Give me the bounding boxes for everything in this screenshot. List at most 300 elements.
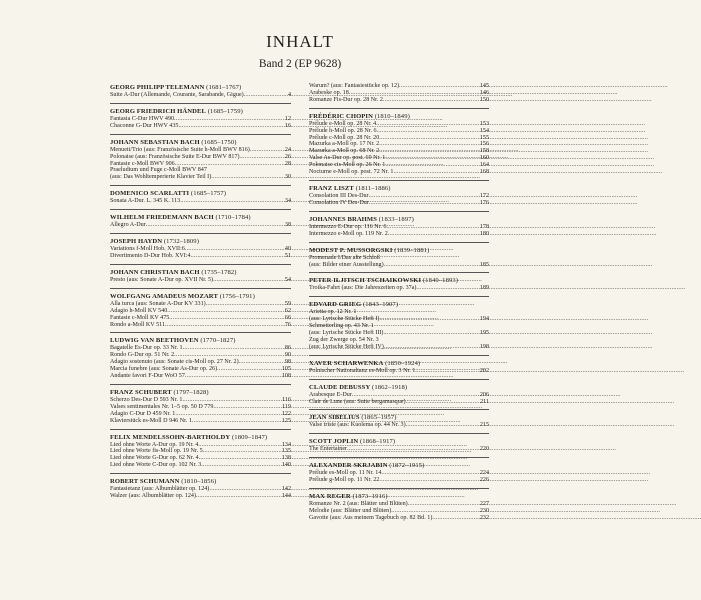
composer-heading [110, 385, 291, 397]
toc-entry[interactable] [110, 308, 291, 315]
composer-section [110, 209, 291, 233]
dot-leader [379, 316, 478, 323]
entry-title: (aus: Bilder einer Ausstellung) [309, 261, 384, 268]
toc-entry[interactable] [309, 83, 489, 90]
entry-page-number: 230 [479, 508, 489, 514]
toc-entry[interactable] [309, 97, 489, 104]
toc-entry[interactable] [110, 161, 291, 168]
entry-title: Promenade I/Das alte Schloß [309, 254, 380, 261]
entry-page-number: 144 [281, 493, 291, 500]
entry-title: Fantasie c-Moll KV 475 [110, 314, 170, 321]
dot-leader [352, 392, 479, 399]
dot-leader [192, 418, 281, 425]
dot-leader [391, 508, 479, 515]
entry-title: Arabeske op. 18 [309, 89, 349, 96]
toc-entry[interactable] [110, 116, 291, 123]
composer-heading [110, 474, 291, 486]
entry-title: Lied ohne Worte C-Dur op. 102 Nr. 3 [110, 462, 202, 469]
entry-title: (aus: Lyrische Stücke Heft IV) [309, 343, 384, 350]
composer-name: MODEST P. MUSSORGSKI [309, 246, 393, 254]
dot-leader [432, 515, 479, 522]
toc-entry[interactable] [309, 285, 489, 292]
dot-leader [165, 322, 284, 329]
composer-heading [110, 210, 291, 222]
composer-section [309, 180, 489, 211]
composer-section [309, 296, 489, 354]
composer-years: (1797–1828) [171, 388, 209, 396]
right-column [309, 80, 489, 526]
entry-page-number: 38 [284, 222, 291, 229]
composer-years: (1811–1886) [353, 184, 391, 192]
entry-title: Praeludium und Fuge c-Moll BWV 847 [110, 167, 207, 174]
entry-title: Adagio C-Dur D 459 Nr. 1 [110, 410, 176, 417]
dot-leader [385, 155, 479, 162]
toc-entry[interactable] [309, 262, 489, 269]
toc-entry[interactable] [309, 224, 489, 231]
composer-name: MAX REGER [309, 493, 351, 501]
entry-title: Prélude g-Moll op. 11 Nr. 22 [309, 477, 380, 484]
dot-leader [146, 222, 284, 229]
toc-entry[interactable] [110, 301, 291, 308]
composer-years: (1868–1917) [358, 438, 396, 446]
dot-leader [191, 253, 284, 260]
composer-years: (1710–1784) [213, 214, 251, 222]
toc-entry[interactable] [309, 162, 489, 169]
toc-entry[interactable] [309, 155, 489, 162]
composer-section [309, 80, 489, 108]
composer-years: (1850–1924) [383, 359, 421, 367]
composer-section [110, 429, 291, 474]
dot-leader [384, 344, 479, 351]
entry-title: Suite A-Dur (Allemande, Courante, Sarabande, Gigue) [110, 92, 244, 98]
dot-leader [240, 154, 284, 161]
composer-heading [110, 80, 291, 92]
entry-page-number: 54 [284, 276, 291, 283]
entry-title: Nocturne e-Moll op. post. 72 Nr. 1 [309, 169, 394, 176]
toc-entry[interactable] [110, 455, 291, 462]
composer-years: (1810–1849) [372, 112, 410, 120]
entry-page-number: 153 [479, 120, 489, 127]
entry-title: Intermezzo e-Moll op. 119 Nr. 2 [309, 230, 388, 237]
entry-page-number: 16 [284, 122, 291, 129]
toc-entry[interactable] [110, 418, 291, 425]
entry-page-number: 86 [284, 345, 291, 352]
page-title: INHALT [266, 32, 334, 51]
entry-title: Divertimento D-Dur Hob. XVI:4 [110, 252, 191, 259]
toc-entry[interactable] [309, 141, 489, 148]
toc-entry[interactable] [110, 174, 291, 181]
dot-leader [183, 345, 284, 352]
composer-name: PETER ILJITSCH TSCHAIKOWSKI [309, 277, 422, 285]
entry-page-number: 154 [479, 127, 489, 134]
entry-page-number: 155 [479, 134, 489, 141]
toc-entry[interactable] [309, 368, 489, 375]
dot-leader [175, 411, 281, 418]
dot-leader [393, 169, 478, 176]
composer-heading [110, 186, 291, 198]
composer-section [309, 108, 489, 180]
composer-section [110, 332, 291, 384]
composer-heading [309, 273, 489, 285]
entry-title: Adagio sostenuto (aus: Sonate cis-Moll op. 27 Nr. 2) [110, 359, 239, 366]
toc-entry[interactable] [309, 135, 489, 142]
entry-page-number: 158 [479, 148, 489, 155]
entry-page-number: 4 [287, 92, 291, 98]
entry-page-number: 226 [479, 477, 489, 484]
entry-title: (aus: Lyrische Stücke Heft III) [309, 330, 384, 337]
composer-years: (1685–1759) [206, 107, 243, 115]
entry-title: Prélude h-Moll op. 28 Nr. 6 [309, 127, 377, 134]
composer-years: (1681–1767) [204, 84, 242, 91]
composer-years: (1839–1881) [392, 246, 430, 254]
composer-heading [309, 458, 489, 470]
dot-leader [169, 315, 284, 322]
composer-section [309, 488, 489, 526]
composer-heading [110, 135, 291, 147]
toc-entry[interactable] [309, 501, 489, 508]
composer-heading [309, 243, 489, 255]
composer-name: JOHANN CHRISTIAN BACH [110, 268, 200, 276]
entry-title: Prélude es-Moll op. 11 Nr. 14 [309, 470, 382, 477]
entry-title: Rondo G-Dur op. 51 Nr. 2 [110, 352, 175, 359]
toc-entry[interactable] [309, 316, 489, 323]
entry-page-number: 59 [284, 300, 291, 307]
entry-page-number: 145 [479, 83, 489, 89]
composer-section [110, 384, 291, 429]
dot-leader [379, 148, 479, 155]
toc-entry[interactable] [110, 315, 291, 322]
composer-section [309, 433, 489, 457]
entry-page-number: 227 [479, 501, 489, 508]
toc-entry[interactable] [309, 344, 489, 351]
toc-entry[interactable] [110, 404, 291, 411]
entry-page-number: 211 [480, 398, 489, 405]
toc-entry[interactable] [110, 92, 291, 99]
toc-entry[interactable] [110, 493, 291, 500]
entry-page-number: 180 [479, 230, 489, 237]
entry-page-number: 142 [281, 486, 291, 493]
composer-years: (1735–1782) [199, 268, 237, 276]
dot-leader [198, 442, 281, 449]
toc-entry[interactable] [110, 411, 291, 418]
composer-section [309, 409, 489, 433]
toc-entry[interactable] [309, 422, 489, 429]
dot-leader [381, 470, 478, 477]
composer-years: (1843–1907) [361, 301, 399, 309]
entry-page-number: 198 [479, 343, 489, 350]
dot-leader [388, 231, 479, 238]
entry-title: (aus: Das Wohltemperierte Klavier Teil I) [110, 174, 212, 181]
entry-page-number: 122 [281, 410, 291, 417]
toc-entry[interactable] [110, 147, 291, 154]
dot-leader [406, 422, 479, 429]
composer-name: FRÉDÉRIC CHOPIN [309, 112, 373, 120]
entry-page-number: 176 [479, 199, 489, 206]
toc-entry[interactable] [309, 169, 489, 176]
entry-title: Walzer (aus: Albumblätter op. 124) [110, 493, 196, 500]
entry-page-number: 62 [284, 307, 291, 314]
entry-page-number: 215 [479, 422, 489, 429]
dot-leader [167, 308, 284, 315]
entry-page-number: 105 [281, 366, 291, 373]
entry-title: Arabesque E-Dur [309, 391, 352, 398]
toc-entry[interactable] [309, 392, 489, 399]
toc-entry[interactable] [309, 446, 489, 453]
composer-name: JOHANN SEBASTIAN BACH [110, 138, 200, 146]
dot-leader [211, 174, 284, 181]
entry-page-number: 150 [479, 96, 489, 103]
entry-title: Lied ohne Worte G-Dur op. 62 Nr. 4 [110, 455, 199, 462]
entry-title: Lied ohne Worte A-Dur op. 19 Nr. 4 [110, 441, 199, 448]
toc-entry[interactable] [309, 399, 489, 406]
entry-page-number: 108 [281, 373, 291, 380]
entry-title: Polonaise cis-Moll op. 26 Nr. 1 [309, 162, 386, 169]
entry-page-number: 194 [479, 316, 489, 323]
dot-leader [217, 366, 281, 373]
dot-leader [369, 200, 479, 207]
composer-name: WOLFGANG AMADEUS MOZART [110, 292, 218, 300]
composer-heading [309, 212, 489, 224]
entry-title: Marcia funebre (aus: Sonate As-Dur op. 26) [110, 366, 218, 373]
toc-entry[interactable] [110, 373, 291, 380]
composer-section [110, 264, 291, 288]
dot-leader [383, 97, 479, 104]
composer-years: (1833–1897) [377, 215, 414, 223]
entry-page-number: 76 [284, 321, 291, 328]
entry-page-number: 34 [284, 198, 291, 205]
composer-section [110, 288, 291, 333]
toc-entry[interactable] [309, 508, 489, 515]
left-column [110, 80, 291, 504]
composer-years: (1685–1750) [199, 138, 237, 146]
page-subtitle: Band 2 (EP 9628) [258, 58, 342, 70]
entry-title: Romanze Nr. 2 (aus: Blätter und Blüten) [309, 501, 408, 508]
dot-leader [174, 116, 284, 123]
dot-leader [175, 161, 284, 168]
toc-entry[interactable] [110, 123, 291, 130]
entry-title: Valses sentimentales Nr. 1–5 op. 50 D 779 [110, 403, 214, 410]
toc-entry[interactable] [110, 222, 291, 229]
composer-section [110, 185, 291, 209]
toc-entry[interactable] [110, 154, 291, 161]
toc-entry[interactable] [110, 366, 291, 373]
entry-page-number: 146 [479, 89, 489, 96]
dot-leader [206, 301, 284, 308]
toc-entry[interactable] [309, 477, 489, 484]
entry-page-number: 202 [479, 367, 489, 374]
entry-title: Bagatelle Es-Dur op. 33 Nr. 1 [110, 345, 183, 352]
composer-heading [110, 265, 291, 277]
entry-title: Warum? (aus: Fantasiestücke op. 12) [309, 83, 400, 89]
composer-section [110, 473, 291, 504]
entry-title: Schmetterling op. 43 Nr. 1 [309, 323, 374, 330]
composer-years: (1756–1791) [217, 292, 255, 300]
composer-name: WILHELM FRIEDEMANN BACH [110, 214, 214, 222]
entry-title: Consolation IV Des-Dur [309, 199, 369, 206]
dot-leader [250, 147, 284, 154]
entry-title: Menuett/Trio (aus: Französische Suite h-Moll BWV 816) [110, 146, 250, 153]
entry-title: (aus: Lyrische Stücke Heft I) [309, 316, 380, 323]
composer-name: LUDWIG VAN BEETHOVEN [110, 337, 199, 345]
dot-leader [209, 486, 281, 493]
composer-name: EDVARD GRIEG [309, 301, 362, 309]
toc-entry[interactable] [110, 345, 291, 352]
entry-title: Troika-Fahrt (aus: Die Jahreszeiten op. 37a) [309, 285, 417, 292]
composer-years: (1873–1916) [350, 493, 388, 501]
toc-entry[interactable] [309, 515, 489, 522]
entry-page-number: 178 [479, 223, 489, 230]
entry-page-number: 172 [479, 192, 489, 199]
composer-heading [110, 289, 291, 301]
toc-entry[interactable] [309, 330, 489, 337]
composer-years: (1685–1757) [189, 190, 227, 198]
composer-section [309, 211, 489, 242]
entry-title: Andante favori F-Dur WoO 57 [110, 373, 185, 380]
toc-entry[interactable] [110, 322, 291, 329]
dot-leader [244, 92, 287, 99]
entry-title: Alla turca (aus: Sonate A-Dur KV 331) [110, 300, 206, 307]
dot-leader [347, 446, 479, 453]
entry-page-number: 30 [284, 174, 291, 181]
composer-section [110, 233, 291, 264]
dot-leader [180, 198, 284, 205]
dot-leader [386, 224, 478, 231]
composer-name: SCOTT JOPLIN [309, 438, 359, 446]
toc-entry[interactable] [110, 277, 291, 284]
entry-title: Fantasie c-Moll BWV 906 [110, 160, 175, 167]
dot-leader [399, 83, 479, 90]
dot-leader [213, 404, 281, 411]
entry-page-number: 138 [281, 455, 291, 462]
dot-leader [377, 128, 479, 135]
toc-entry[interactable] [309, 255, 489, 262]
entry-title: Klavierstück es-Moll D 946 Nr. 1 [110, 417, 192, 424]
entry-title: Valse As-Dur op. post. 69 Nr. 1 [309, 155, 386, 162]
entry-title: Prélude c-Moll op. 28 Nr. 20 [309, 134, 380, 141]
composer-heading [309, 410, 489, 422]
composer-name: JOSEPH HAYDN [110, 238, 163, 246]
composer-name: XAVER SCHARWENKA [309, 359, 384, 367]
toc-entry[interactable] [309, 148, 489, 155]
entry-title: Fantasia C-Dur HWV 490 [110, 115, 175, 122]
composer-name: GEORG FRIEDRICH HÄNDEL [110, 107, 206, 115]
composer-name: ROBERT SCHUMANN [110, 478, 180, 486]
entry-page-number: 164 [479, 162, 489, 169]
composer-section [110, 134, 291, 186]
dot-leader [416, 285, 478, 292]
toc-entry[interactable] [110, 397, 291, 404]
entry-page-number: 206 [479, 391, 489, 398]
entry-page-number: 224 [479, 470, 489, 477]
dot-leader [199, 455, 281, 462]
entry-title: Prélude e-Moll op. 28 Nr. 4 [309, 120, 377, 127]
entry-title: Mazurka a-Moll op. 17 Nr. 2 [309, 141, 380, 148]
entry-page-number: 51 [284, 252, 291, 259]
composer-name: ALEXANDER SKRJABIN [309, 462, 388, 470]
entry-title: Clair de Lune (aus: Suite bergamasque) [309, 398, 406, 405]
entry-page-number: 125 [281, 417, 291, 424]
entry-title: Presto (aus: Sonate A-Dur op. XVII Nr. 5) [110, 276, 214, 283]
composer-years: (1862–1918) [370, 383, 408, 391]
composer-name: FRANZ LISZT [309, 184, 354, 192]
toc-entry[interactable] [309, 323, 489, 330]
entry-title: The Entertainer [309, 446, 348, 453]
toc-entry[interactable] [309, 193, 489, 200]
dot-leader [196, 493, 281, 500]
dot-leader [385, 162, 479, 169]
entry-title: Chaconne G-Dur HWV 435 [110, 122, 179, 129]
toc-entry[interactable] [110, 246, 291, 253]
composer-section [309, 242, 489, 273]
dot-leader [383, 330, 478, 337]
entry-title: Gavotte (aus: Aus meinem Tagebuch op. 82 Bd. 1) [309, 514, 433, 521]
toc-entry[interactable] [309, 90, 489, 97]
entry-page-number: 195 [479, 330, 489, 337]
dot-leader [213, 277, 284, 284]
toc-entry[interactable] [110, 448, 291, 455]
composer-years: (1865–1957) [359, 414, 397, 422]
composer-section [309, 272, 489, 296]
composer-name: FRANZ SCHUBERT [110, 388, 172, 396]
toc-entry[interactable] [309, 128, 489, 135]
entry-page-number: 134 [281, 441, 291, 448]
composer-name: FELIX MENDELSSOHN-BARTHOLDY [110, 433, 231, 441]
entry-page-number: 168 [479, 169, 489, 176]
entry-title: Arietta op. 12 Nr. 1 [309, 309, 357, 316]
entry-page-number: 24 [284, 146, 291, 153]
composer-section [309, 457, 489, 488]
dot-leader [185, 373, 281, 380]
dot-leader [369, 193, 479, 200]
composer-years: (1770–1827) [198, 337, 236, 345]
entry-page-number: 156 [479, 141, 489, 148]
toc-entry[interactable] [309, 231, 489, 238]
composer-section [110, 103, 291, 134]
entry-title: Rondo a-Moll KV 511 [110, 321, 166, 328]
composer-heading [309, 434, 489, 446]
composer-years: (1872–1915) [387, 462, 425, 470]
dot-leader [376, 121, 479, 128]
entry-title: Allegro A-Dur [110, 222, 146, 229]
entry-title: Mazurka a-Moll op. 68 Nr. 2 [309, 148, 380, 155]
composer-heading [309, 109, 489, 121]
dot-leader [415, 368, 479, 375]
dot-leader [406, 399, 480, 406]
toc-entry[interactable] [110, 253, 291, 260]
entry-title: Intermezzo E-Dur op. 116 Nr. 6 [309, 223, 387, 230]
entry-title: Zug der Zwerge op. 54 Nr. 3 [309, 336, 379, 343]
dot-leader [203, 448, 281, 455]
toc-entry[interactable] [309, 121, 489, 128]
entry-page-number: 90 [284, 352, 291, 359]
entry-title: Fantasietanz (aus: Albumblätter op. 124) [110, 486, 210, 493]
composer-years: (1732–1809) [162, 238, 199, 246]
entry-page-number: 189 [479, 285, 489, 292]
toc-entry[interactable] [110, 198, 291, 205]
composer-years: (1809–1847) [230, 433, 268, 441]
entry-title: Adagio h-Moll KV 540 [110, 307, 168, 314]
composer-years: (1810–1856) [179, 478, 217, 486]
toc-entry[interactable] [309, 470, 489, 477]
toc-entry[interactable] [110, 462, 291, 469]
toc-entry[interactable] [309, 337, 489, 344]
composer-section [309, 355, 489, 379]
toc-entry[interactable] [309, 200, 489, 207]
entry-title: Scherzo Des-Dur D 593 Nr. 1 [110, 396, 183, 403]
entry-title: Lied ohne Worte fis-Moll op. 19 Nr. 5 [110, 448, 203, 455]
entry-page-number: 28 [284, 160, 291, 167]
composer-heading [110, 333, 291, 345]
